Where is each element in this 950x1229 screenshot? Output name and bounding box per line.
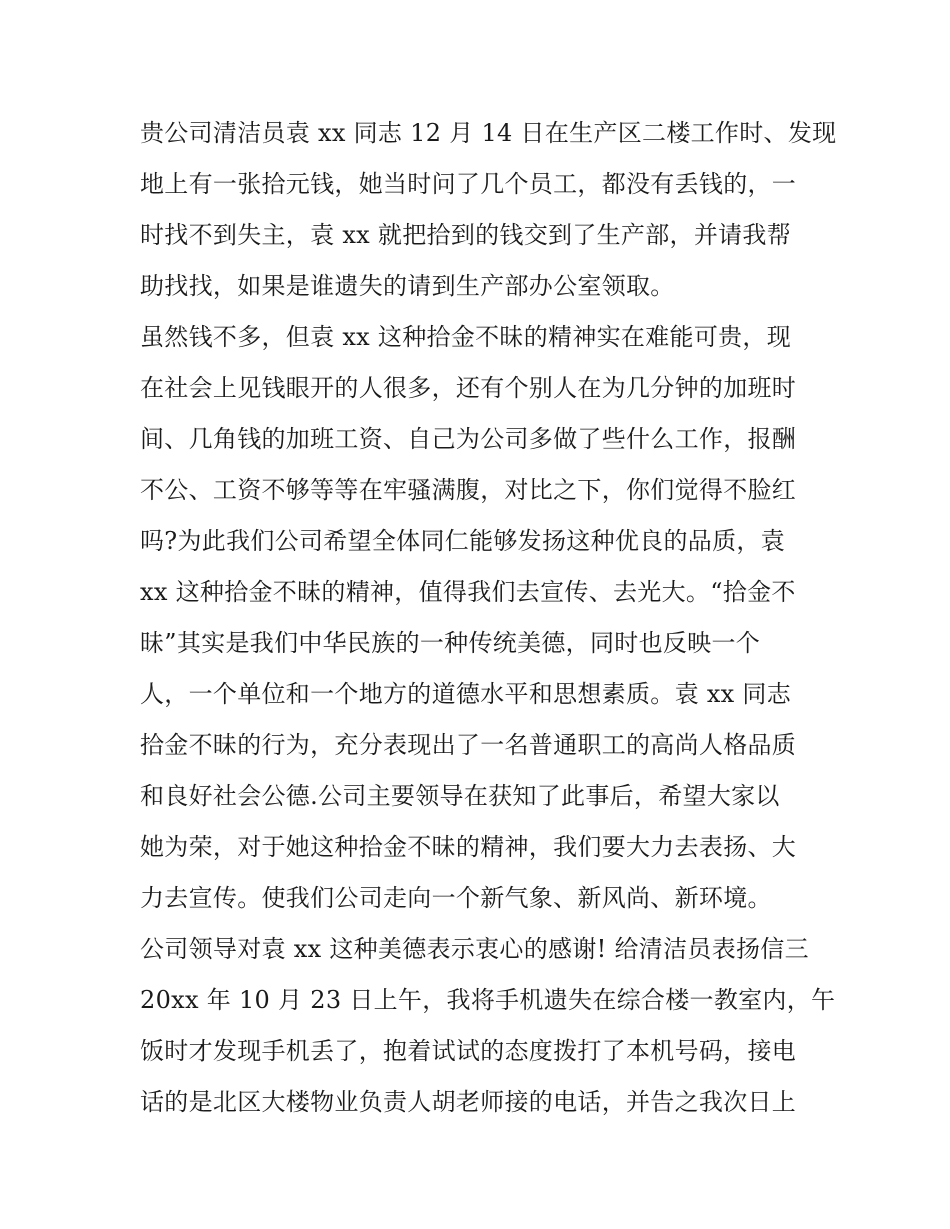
text-line: 虽然钱不多，但袁 xx 这种拾金不昧的精神实在难能可贵，现	[140, 323, 792, 351]
text-line: 话的是北区大楼物业负责人胡老师接的电话，并告之我次日上	[140, 1088, 797, 1116]
text-line: 饭时才发现手机丢了，抱着试试的态度拨打了本机号码，接电	[140, 1037, 797, 1065]
text-line: 人，一个单位和一个地方的道德水平和思想素质。袁 xx 同志	[140, 680, 792, 708]
text-line: xx 这种拾金不昧的精神，值得我们去宣传、去光大。“拾金不	[140, 578, 796, 606]
text-line: 20xx 年 10 月 23 日上午，我将手机遗失在综合楼一教室内，午	[140, 986, 836, 1014]
text-line: 间、几角钱的加班工资、自己为公司多做了些什么工作，报酬	[140, 425, 797, 453]
text-line: 贵公司清洁员袁 xx 同志 12 月 14 日在生产区二楼工作时、发现	[140, 119, 837, 147]
document-body	[140, 108, 837, 1128]
text-line: 地上有一张拾元钱，她当时问了几个员工，都没有丢钱的，一	[140, 170, 797, 198]
text-line: 不公、工资不够等等在牢骚满腹，对比之下，你们觉得不脸红	[140, 476, 797, 504]
text-line: 在社会上见钱眼开的人很多，还有个别人在为几分钟的加班时	[140, 374, 797, 402]
text-line: 她为荣，对于她这种拾金不昧的精神，我们要大力去表扬、大	[140, 833, 797, 861]
text-line: 力去宣传。使我们公司走向一个新气象、新风尚、新环境。	[140, 884, 772, 912]
text-line: 公司领导对袁 xx 这种美德表示衷心的感谢! 给清洁员表扬信三	[140, 935, 809, 963]
text-line: 拾金不昧的行为，充分表现出了一名普通职工的高尚人格品质	[140, 731, 797, 759]
text-line: 昧”其实是我们中华民族的一种传统美德，同时也反映一个	[140, 629, 761, 657]
text-line: 助找找，如果是谁遗失的请到生产部办公室领取。	[140, 272, 675, 300]
text-line: 和良好社会公德.公司主要领导在获知了此事后，希望大家以	[140, 782, 780, 810]
text-line: 时找不到失主，袁 xx 就把拾到的钱交到了生产部，并请我帮	[140, 221, 792, 249]
text-line: 吗?为此我们公司希望全体同仁能够发扬这种优良的品质，袁	[140, 527, 785, 555]
